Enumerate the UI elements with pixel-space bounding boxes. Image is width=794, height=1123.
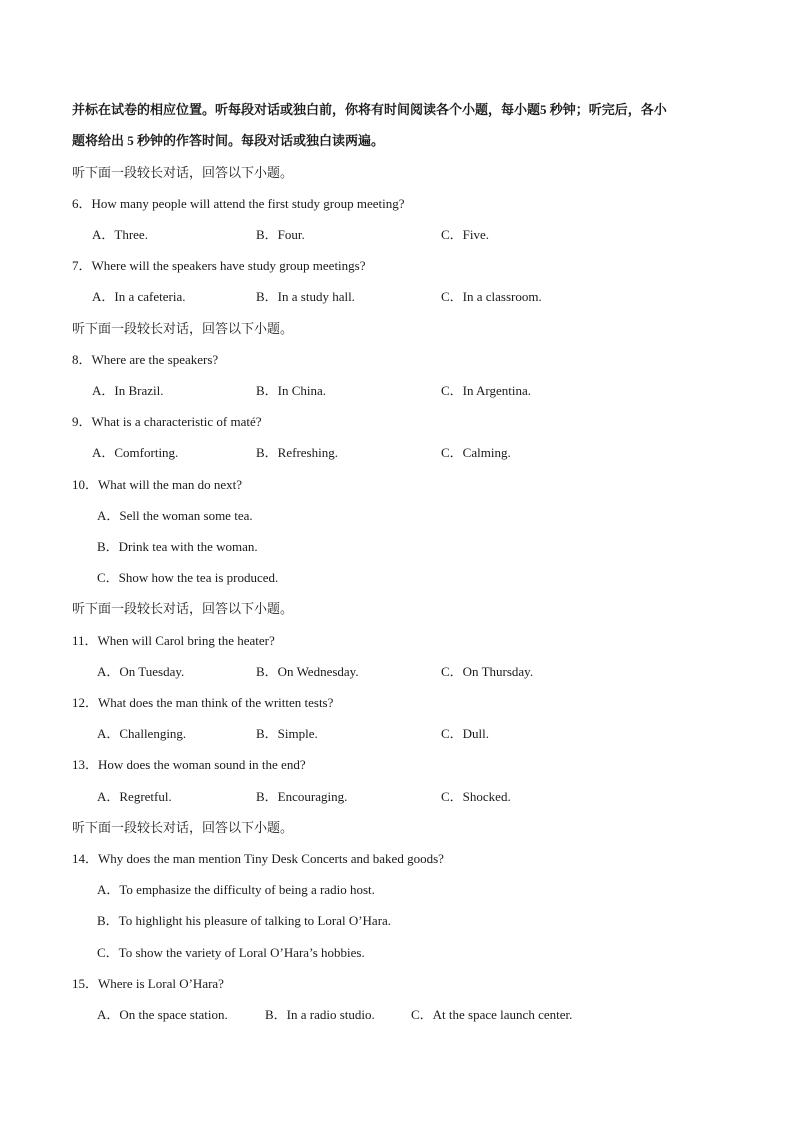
q11-option-b: B．On Wednesday. <box>256 664 359 679</box>
q12-option-a: A．Challenging. <box>97 726 187 741</box>
q13-option-c: C．Shocked. <box>441 789 511 804</box>
q8-option-a: A．In Brazil. <box>92 383 164 398</box>
question-10: 10．What will the man do next? <box>72 477 243 492</box>
q9-option-b: B．Refreshing. <box>256 445 338 460</box>
q6-option-a: A．Three. <box>92 227 148 242</box>
q13-option-b: B．Encouraging. <box>256 789 348 804</box>
q7-option-c: C．In a classroom. <box>441 289 542 304</box>
q8-option-b: B．In China. <box>256 383 327 398</box>
q7-option-b: B．In a study hall. <box>256 289 355 304</box>
section-intro-4: 听下面一段较长对话，回答以下小题。 <box>72 820 294 835</box>
q7-option-a: A．In a cafeteria. <box>92 289 186 304</box>
q6-option-c: C．Five. <box>441 227 490 242</box>
q15-option-a: A．On the space station. <box>97 1007 228 1022</box>
q10-option-c: C．Show how the tea is produced. <box>97 570 279 585</box>
q14-option-a: A．To emphasize the difficulty of being a radio host. <box>97 882 375 897</box>
q8-option-c: C．In Argentina. <box>441 383 532 398</box>
q11-option-c: C．On Thursday. <box>441 664 534 679</box>
question-11: 11．When will Carol bring the heater? <box>72 633 275 648</box>
q15-option-c: C．At the space launch center. <box>411 1007 573 1022</box>
section-intro: 听下面一段较长对话，回答以下小题。 <box>72 165 294 180</box>
q6-option-b: B．Four. <box>256 227 305 242</box>
question-14: 14．Why does the man mention Tiny Desk Concerts and baked goods? <box>72 851 444 866</box>
q9-option-a: A．Comforting. <box>92 445 179 460</box>
question-13: 13．How does the woman sound in the end? <box>72 757 306 772</box>
q12-option-b: B．Simple. <box>256 726 318 741</box>
q10-option-a: A．Sell the woman some tea. <box>97 508 253 523</box>
section-intro-2: 听下面一段较长对话，回答以下小题。 <box>72 321 294 336</box>
question-12: 12．What does the man think of the written tests? <box>72 695 334 710</box>
question-6: 6．How many people will attend the first study group meeting? <box>72 196 405 211</box>
q14-option-b: B．To highlight his pleasure of talking to Loral O’Hara. <box>97 913 392 928</box>
question-7: 7．Where will the speakers have study group meetings? <box>72 258 366 273</box>
q14-option-c: C．To show the variety of Loral O’Hara’s hobbies. <box>97 945 365 960</box>
q13-option-a: A．Regretful. <box>97 789 172 804</box>
question-8: 8．Where are the speakers? <box>72 352 219 367</box>
instructions-line-1: 并标在试卷的相应位置。听每段对话或独白前，你将有时间阅读各个小题，每小题5 秒钟；听完后，各小 <box>72 102 667 117</box>
q10-option-b: B．Drink tea with the woman. <box>97 539 258 554</box>
q9-option-c: C．Calming. <box>441 445 511 460</box>
q11-option-a: A．On Tuesday. <box>97 664 185 679</box>
question-9: 9．What is a characteristic of maté? <box>72 414 262 429</box>
question-15: 15．Where is Loral O’Hara? <box>72 976 224 991</box>
q12-option-c: C．Dull. <box>441 726 490 741</box>
section-intro-3: 听下面一段较长对话，回答以下小题。 <box>72 601 294 616</box>
instructions-line-2: 题将给出 5 秒钟的作答时间。每段对话或独白读两遍。 <box>72 133 385 148</box>
q15-option-b: B．In a radio studio. <box>265 1007 375 1022</box>
